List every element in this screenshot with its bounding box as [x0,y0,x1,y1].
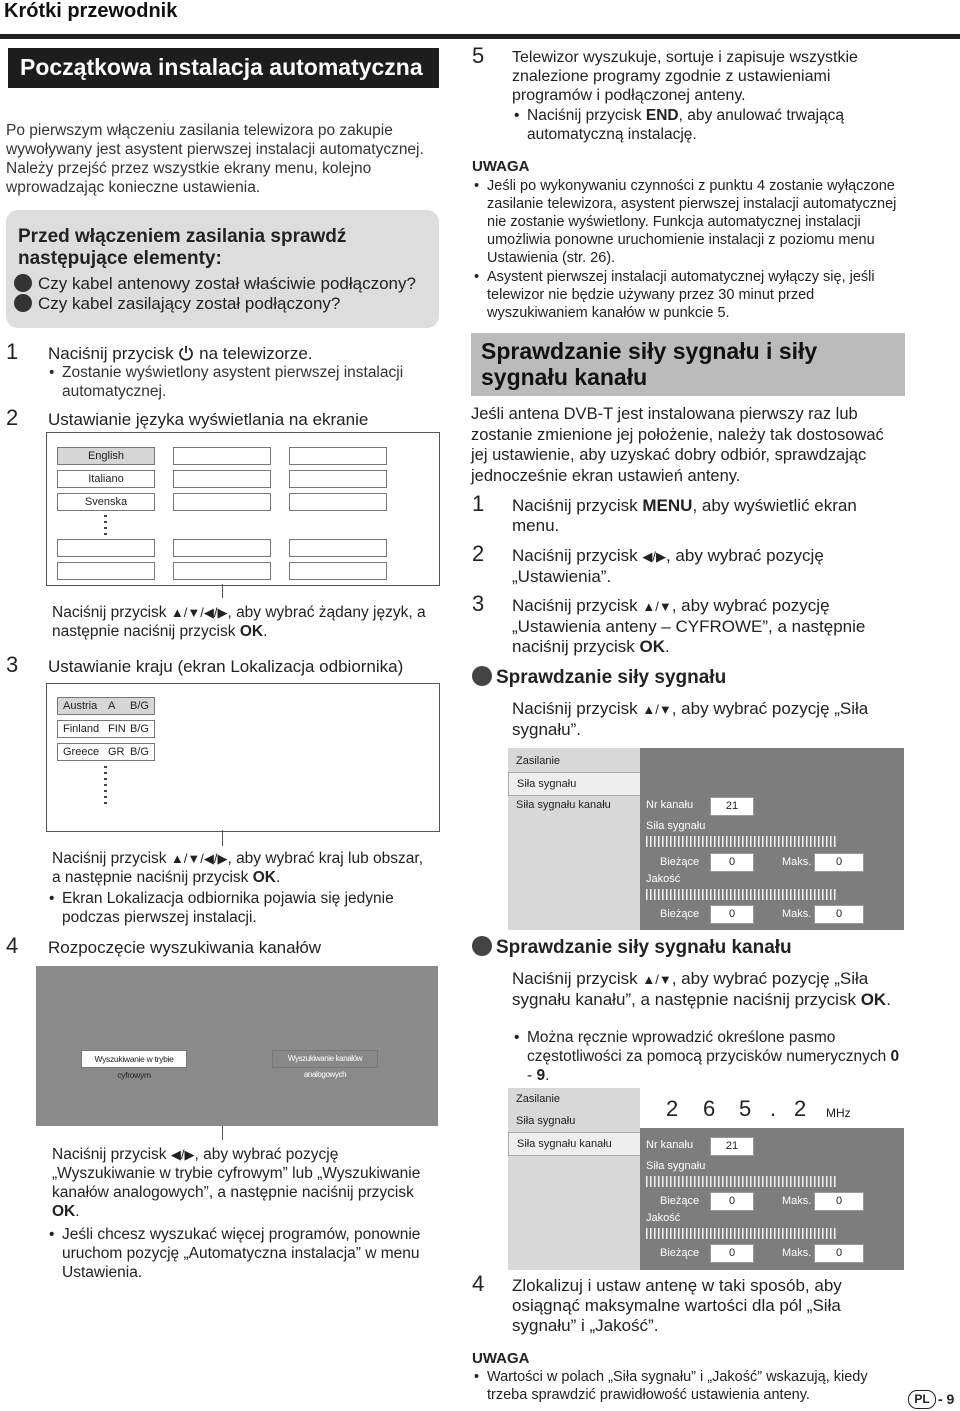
language-screen [46,432,440,586]
note-item: • Jeśli po wykonywaniu czynności z punktu 4 zostanie wyłączone zasilanie telewizora, asystent pierwszej instalacji automatycznej nie zostanie wyświetlony. Funkcja automatycznej instalacji umożliwia ponowne uruchomienie instalacji z poziomu menu Ustawienia (str. 26). [487,177,907,267]
sig-step3 [512,596,902,657]
tv-signal-panel [640,748,904,930]
bullet-text: Można ręcznie wprowadzić określone pasmo częstotliwości za pomocą przycisków numerycznych [527,1029,887,1065]
freq-digit: 2 [666,1096,679,1121]
step4-instruction [52,1145,437,1221]
step-text: na telewizorze. [199,344,313,363]
instr-dot: . [75,1203,80,1220]
sig-step1 [512,496,902,536]
end-key: END [645,107,679,124]
step-text: Naciśnij przycisk [512,496,638,515]
channel-value[interactable]: 21 [710,797,754,816]
current-label: Bieżące [660,856,700,868]
check-item-text: Czy kabel antenowy został właściwie podłączony? [38,274,416,293]
step-text: , aby wyświetlić ekran menu. [512,496,857,535]
max-value: 0 [814,905,864,924]
step3-instruction [52,849,432,887]
step3-bullet: • Ekran Lokalizacja odbiornika pojawia się jedynie podczas pierwszej instalacji. [62,889,432,927]
ok-key: OK [639,637,666,656]
step-number: 5 [472,43,485,68]
freq-separator: . [770,1096,777,1121]
tv-signal-panel [640,1128,904,1270]
current-value: 0 [710,1244,754,1263]
country-option[interactable] [57,720,155,738]
current-value: 0 [710,853,754,872]
step-text: , aby wybrać pozycję „Ustawienia anteny – CYFROWE”, a następnie naciśnij przycisk [512,596,866,656]
language-option[interactable] [173,447,271,465]
bullet-text: Naciśnij przycisk [527,107,642,124]
instr-dot: . [276,869,281,886]
digital-search-button[interactable]: Wyszukiwanie w trybie cyfrowym [81,1050,187,1068]
arrow-keys-icon: ◀/▶ [170,1147,195,1162]
leader-line [222,830,223,846]
sub1-text [512,699,902,740]
instr-text: , aby wybrać kraj lub obszar, a następnie naciśnij przycisk [52,850,424,886]
instr-dot: . [886,990,891,1009]
language-badge: PL [908,1390,936,1409]
instr-text: Naciśnij przycisk [52,604,167,621]
sig-step4: Zlokalizuj i ustaw antenę w taki sposób, aby osiągnąć maksymalne wartości dla pól „Siła sygnału” i „Jakość”. [512,1276,842,1335]
arrow-keys-icon: ◀/▶ [642,549,666,564]
tv-menu-item[interactable]: Zasilanie [516,1093,561,1105]
sub2-title [472,936,792,959]
bullet-dot: . [545,1067,550,1084]
country-name: Greece [63,746,100,758]
language-option[interactable]: Svenska [57,493,155,511]
instr-text: , aby wybrać żądany język, a następnie naciśnij przycisk [52,604,426,640]
step-text: , aby wybrać pozycję „Ustawienia”. [512,546,824,586]
language-option[interactable] [289,562,387,580]
max-label: Maks. [782,1247,812,1259]
max-value: 0 [814,1192,864,1211]
section2-title: Sprawdzanie siły sygnału i siły sygnału kanału [471,333,905,396]
country-code: A [108,700,116,712]
max-value: 0 [814,853,864,872]
digit-key: 0 [890,1048,900,1065]
language-option[interactable] [289,493,387,511]
country-system: B/G [130,723,149,735]
language-option[interactable] [173,539,271,557]
country-name: Finland [63,723,100,735]
arrow-keys-icon: ▲/▼/◀/▶ [170,851,228,866]
check-title: Przed włączeniem zasilania sprawdź następujące elementy: [18,226,347,269]
step-text: Naciśnij przycisk [512,546,638,565]
bullet-icon [472,666,492,686]
check-box [6,210,439,328]
arrow-keys-icon: ▲/▼ [642,702,672,717]
check-item-text: Czy kabel zasilający został podłączony? [38,294,341,313]
step-number: 1 [6,339,19,364]
quality-label: Jakość [646,873,681,885]
search-screen [36,966,438,1126]
language-option[interactable] [173,493,271,511]
signal-label: Siła sygnału [646,1160,706,1172]
language-option[interactable] [173,562,271,580]
quality-label: Jakość [646,1212,681,1224]
note-title: UWAGA [472,158,530,175]
step-number: 3 [472,591,485,616]
bullet-icon [14,274,32,292]
leader-line [222,1126,223,1140]
language-option[interactable] [57,539,155,557]
step-number: 4 [6,933,19,958]
section-title: Początkowa instalacja automatyczna [8,48,439,88]
step-text: , aby wybrać pozycję „Siła sygnału”. [512,699,869,739]
max-label: Maks. [782,1195,812,1207]
signal-bar [646,1176,836,1187]
step-text: Naciśnij przycisk [512,969,638,988]
step5-text: Telewizor wyszukuje, sortuje i zapisuje wszystkie znalezione programy zgodnie z ustawieniami programów i podłączonej anteny. [512,49,858,104]
page-number: - 9 [938,1391,955,1407]
signal-label: Siła sygnału [646,820,706,832]
signal-bar [646,836,836,847]
arrow-keys-icon: ▲/▼/◀/▶ [170,605,228,620]
dash-text: - [527,1067,533,1084]
sub2-text [512,969,902,1010]
step5-bullet [527,106,912,144]
language-option[interactable] [57,562,155,580]
arrow-keys-icon: ▲/▼ [642,599,672,614]
tv-menu-item[interactable]: Zasilanie [516,755,561,767]
sub1-title [472,666,726,689]
ok-key: OK [52,1203,76,1220]
ok-key: OK [239,623,264,640]
current-label: Bieżące [660,1195,700,1207]
instr-text: Naciśnij przycisk [52,1146,167,1163]
quality-bar [646,1228,836,1239]
ok-key: OK [252,869,276,886]
page-header-title: Krótki przewodnik [4,0,178,22]
instr-text: , aby wybrać pozycję „Wyszukiwanie w trybie cyfrowym” lub „Wyszukiwanie kanałów analogowych”, a następnie naciśnij przycisk [52,1146,421,1201]
check-item [14,274,416,294]
sub-title-text: Sprawdzanie siły sygnału kanału [496,937,792,958]
check-item [14,294,340,314]
step-text: Naciśnij przycisk [512,699,638,718]
sub-title-text: Sprawdzanie siły sygnału [496,667,727,688]
quality-bar [646,889,836,900]
country-code: FIN [108,723,126,735]
instr-text: Naciśnij przycisk [52,850,167,867]
page-header [0,0,960,39]
tv-menu-item[interactable]: Siła sygnału [516,1115,576,1127]
country-system: B/G [130,700,149,712]
current-value: 0 [710,1192,754,1211]
max-label: Maks. [782,908,812,920]
step-number: 2 [472,541,485,566]
tv-menu [508,748,640,930]
sub2-bullet [527,1028,907,1085]
step2-title: Ustawianie języka wyświetlania na ekranie [48,410,369,429]
instr-dot: . [263,623,268,640]
note-item: • Wartości w polach „Siła sygnału” i „Jakość” wskazują, kiedy trzeba sprawdzić prawidłowość ustawienia anteny. [487,1368,897,1404]
leader-line [222,584,223,598]
language-option[interactable] [173,470,271,488]
step4-title: Rozpoczęcie wyszukiwania kanałów [48,938,322,957]
tv-menu [508,1088,640,1270]
tv-menu-item[interactable]: Siła sygnału kanału [516,799,611,811]
step-text: Naciśnij przycisk [512,596,638,615]
language-option[interactable]: English [57,447,155,465]
instr-dot: . [665,637,670,656]
frequency-input[interactable] [640,1088,904,1128]
step4-bullet: • Jeśli chcesz wyszukać więcej programów, ponownie uruchom pozycję „Automatyczna instalacja” w menu Ustawienia. [62,1225,437,1282]
step1-bullet: • Zostanie wyświetlony asystent pierwszej instalacji automatycznej. [62,363,432,401]
section2-intro: Jeśli antena DVB-T jest instalowana pierwszy raz lub zostanie zmienione jej położenie, należy tak dostosować jej ustawienie, aby uzyskać dobry odbiór, sprawdzając jednocześnie ekran ustawień anteny. [471,405,884,485]
step-text: , aby wybrać pozycję „Siła sygnału kanału”, a następnie naciśnij przycisk [512,969,869,1009]
channel-value[interactable]: 21 [710,1137,754,1156]
ok-key: OK [860,990,887,1009]
country-system: B/G [130,746,149,758]
menu-key: MENU [642,496,693,515]
country-name: Austria [63,700,98,712]
bullet-icon [14,294,32,312]
step-number: 4 [472,1271,485,1296]
step-number: 1 [472,491,485,516]
current-label: Bieżące [660,908,700,920]
freq-digit: 2 [794,1096,807,1121]
current-label: Bieżące [660,1247,700,1259]
freq-digit: 5 [739,1096,752,1121]
tv-menu-item[interactable]: Siła sygnału kanału [508,1132,646,1156]
country-option[interactable] [57,743,155,761]
country-option[interactable] [57,697,155,715]
step3-title: Ustawianie kraju (ekran Lokalizacja odbiornika) [48,657,404,676]
note-title: UWAGA [472,1350,530,1367]
sig-step2 [512,546,902,587]
intro-text: Po pierwszym włączeniu zasilania telewizora po zakupie wywoływany jest asystent pierwszej instalacji automatycznej. Należy przejść przez wszystkie ekrany menu, kolejno wprowadzając konieczne ustawienia. [6,122,424,196]
current-value: 0 [710,905,754,924]
language-option[interactable] [289,470,387,488]
note-item: • Asystent pierwszej instalacji automatycznej wyłączy się, jeśli telewizor nie będzie używany przez 30 minut przed wyszukiwaniem kanałów w punkcie 5. [487,268,907,322]
max-label: Maks. [782,856,812,868]
bullet-text: , aby anulować trwającą automatyczną instalację. [527,107,845,143]
country-screen [46,683,440,832]
bullet-icon [472,936,492,956]
language-option[interactable]: Italiano [57,470,155,488]
step-number: 3 [6,652,19,677]
arrow-keys-icon: ▲/▼ [642,972,672,987]
max-value: 0 [814,1244,864,1263]
step-number: 2 [6,405,19,430]
language-option[interactable] [289,539,387,557]
analog-search-button[interactable]: Wyszukiwanie kanałów analogowych [272,1050,378,1068]
tv-menu-item[interactable]: Siła sygnału [508,772,646,796]
step2-instruction [52,603,432,641]
channel-label: Nr kanału [646,1139,694,1151]
freq-digit: 6 [703,1096,716,1121]
step-text: Naciśnij przycisk [48,344,174,363]
freq-unit: MHz [826,1106,851,1120]
country-code: GR [108,746,125,758]
channel-label: Nr kanału [646,799,694,811]
language-option[interactable] [289,447,387,465]
more-dots [104,766,107,808]
digit-key: 9 [536,1067,546,1084]
